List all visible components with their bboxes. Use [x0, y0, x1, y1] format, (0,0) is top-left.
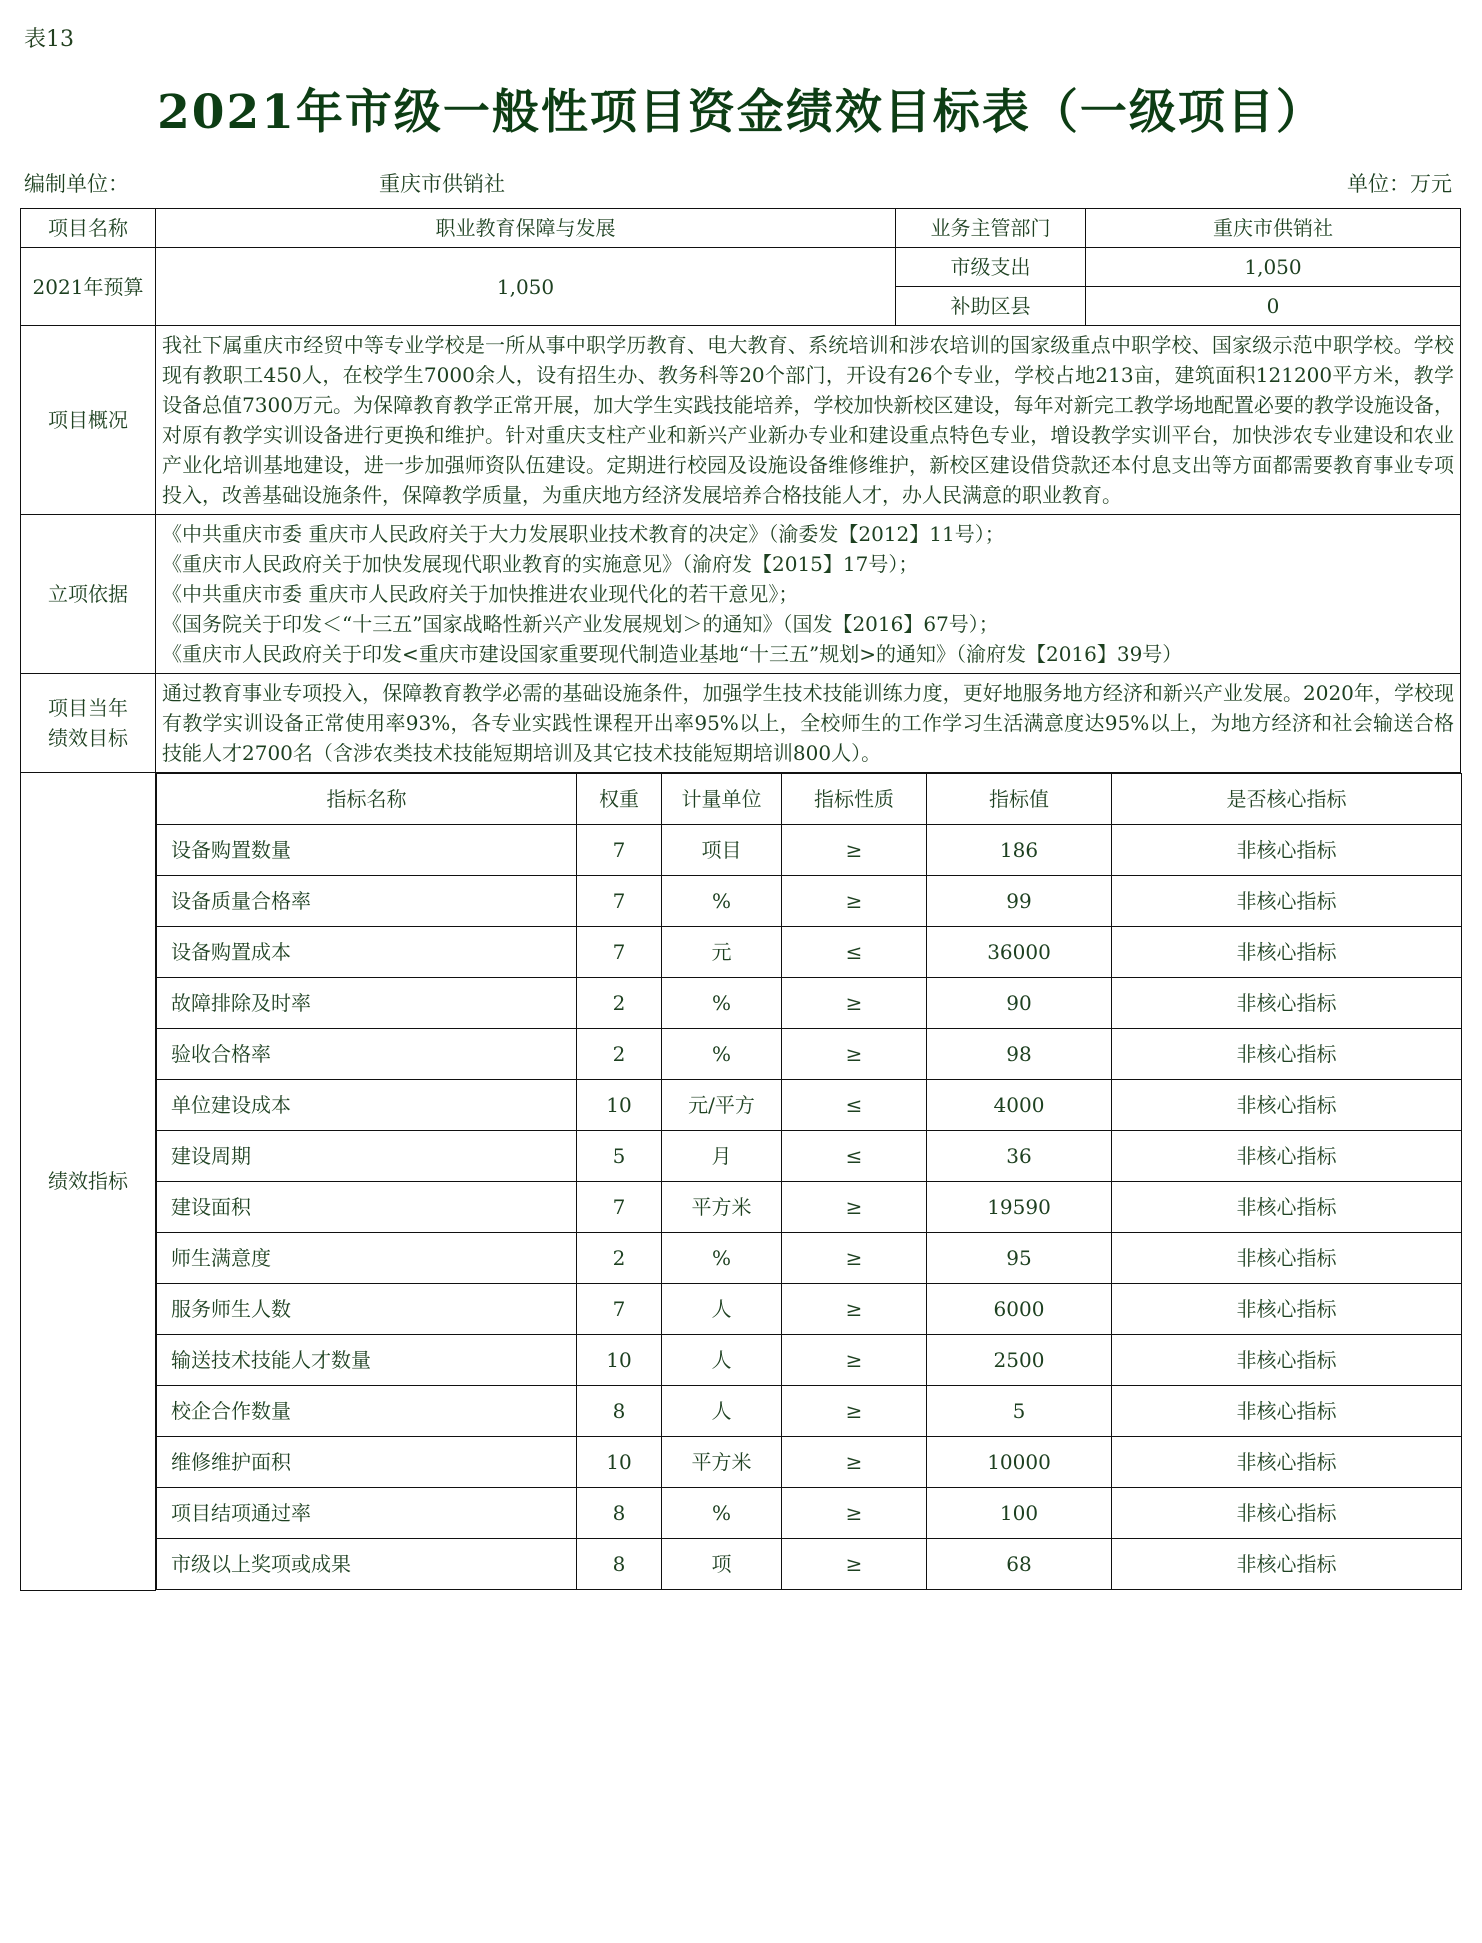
indicator-unit: % — [662, 1488, 782, 1539]
dept-value: 重庆市供销社 — [1086, 209, 1461, 248]
goal-paragraph: 通过教育事业专项投入，保障教育教学必需的基础设施条件，加强学生技术技能训练力度，更好地服务地方经济和新兴产业发展。2020年，学校现有教学实训设备正常使用率93%，各专业实践性课程开出率95%以上，全校师生的工作学习生活满意度达95%以上，为地方经济和社会输送合格技能人才2700名（含涉农类技术技能短期培训及其它技术技能短期培训800人）。 — [162, 681, 1454, 765]
indicator-name: 输送技术技能人才数量 — [157, 1335, 577, 1386]
indicator-nature: ≥ — [782, 1284, 927, 1335]
indicator-unit: % — [662, 876, 782, 927]
indicator-name: 建设面积 — [157, 1182, 577, 1233]
overview-paragraph: 我社下属重庆市经贸中等专业学校是一所从事中职学历教育、电大教育、系统培训和涉农培训的国家级重点中职学校、国家级示范中职学校。学校现有教职工450人，在校学生7000余人，设有招生办、教务科等20个部门，开设有26个专业，学校占地213亩，建筑面积121200平方米，教学设备总值7300万元。为保障教育教学正常开展，加大学生实践技能培养，学校加快新校区建设，每年对新完工教学场地配置必要的教学设施设备，对原有教学实训设备进行更换和维护。针对重庆支柱产业和新兴产业新办专业和建设重点特色专业，增设教学实训平台，加快涉农专业建设和农业产业化培训基地建设，进一步加强师资队伍建设。定期进行校园及设施设备维修维护，新校区建设借贷款还本付息支出等方面都需要教育事业专项投入，改善基础设施条件，保障教学质量，为重庆地方经济发展培养合格技能人才，办人民满意的职业教育。 — [162, 333, 1454, 507]
table-row — [157, 876, 1462, 927]
indicator-core-flag: 非核心指标 — [1112, 1386, 1462, 1437]
indicator-nature: ≥ — [782, 1029, 927, 1080]
project-name-label: 项目名称 — [21, 209, 156, 248]
indicator-unit: 平方米 — [662, 1437, 782, 1488]
basis-text — [156, 515, 1461, 674]
indicator-unit: % — [662, 978, 782, 1029]
indicators-label: 绩效指标 — [21, 773, 156, 1591]
basis-line: 《重庆市人民政府关于印发<重庆市建设国家重要现代制造业基地“十三五”规划>的通知》（渝府发【2016】39号） — [162, 642, 1183, 666]
indicator-name: 验收合格率 — [157, 1029, 577, 1080]
indicator-nature: ≤ — [782, 1131, 927, 1182]
unit-label: 单位：万元 — [1347, 172, 1452, 196]
indicator-body — [157, 825, 1462, 1590]
indicator-weight: 2 — [577, 1233, 662, 1284]
indicator-unit: 元 — [662, 927, 782, 978]
performance-goal-table — [20, 208, 1461, 1591]
indicator-value: 5 — [927, 1386, 1112, 1437]
indicator-table — [156, 773, 1462, 1590]
indicator-name: 项目结项通过率 — [157, 1488, 577, 1539]
indicator-nature: ≥ — [782, 1539, 927, 1590]
indicator-name: 设备质量合格率 — [157, 876, 577, 927]
indicator-weight: 8 — [577, 1539, 662, 1590]
indicator-nature: ≤ — [782, 1080, 927, 1131]
indicator-core-flag: 非核心指标 — [1112, 1437, 1462, 1488]
indicator-nature: ≥ — [782, 978, 927, 1029]
table-row — [157, 927, 1462, 978]
indicator-weight: 10 — [577, 1437, 662, 1488]
indicator-weight: 2 — [577, 1029, 662, 1080]
indicator-weight: 8 — [577, 1488, 662, 1539]
indicator-core-flag: 非核心指标 — [1112, 825, 1462, 876]
table-row-indicators — [21, 773, 1461, 1591]
indicator-value: 10000 — [927, 1437, 1112, 1488]
indicator-value: 4000 — [927, 1080, 1112, 1131]
indicator-nature: ≥ — [782, 1233, 927, 1284]
overview-label: 项目概况 — [21, 326, 156, 515]
table-row — [157, 1080, 1462, 1131]
budget-label: 2021年预算 — [21, 248, 156, 326]
indicator-core-flag: 非核心指标 — [1112, 1131, 1462, 1182]
indicator-weight: 2 — [577, 978, 662, 1029]
indicator-unit: 项 — [662, 1539, 782, 1590]
indicator-column-header: 指标名称 — [157, 774, 577, 825]
indicator-core-flag: 非核心指标 — [1112, 1080, 1462, 1131]
indicator-weight: 8 — [577, 1386, 662, 1437]
indicator-weight: 10 — [577, 1335, 662, 1386]
indicator-name: 设备购置数量 — [157, 825, 577, 876]
compiler-value: 重庆市供销社 — [379, 172, 505, 196]
indicator-header-row — [157, 774, 1462, 825]
basis-line: 《重庆市人民政府关于加快发展现代职业教育的实施意见》（渝府发【2015】17号）； — [162, 552, 919, 576]
basis-label: 立项依据 — [21, 515, 156, 674]
indicator-weight: 5 — [577, 1131, 662, 1182]
indicator-name: 服务师生人数 — [157, 1284, 577, 1335]
table-row — [157, 825, 1462, 876]
page-title: 2021年市级一般性项目资金绩效目标表（一级项目） — [157, 85, 1325, 140]
indicator-unit: % — [662, 1029, 782, 1080]
meta-row — [24, 168, 1462, 198]
table-row-goal — [21, 674, 1461, 773]
indicator-nature: ≥ — [782, 1182, 927, 1233]
table-row — [157, 1386, 1462, 1437]
indicator-value: 99 — [927, 876, 1112, 927]
indicator-core-flag: 非核心指标 — [1112, 927, 1462, 978]
table-row — [157, 1182, 1462, 1233]
table-row-project-name — [21, 209, 1461, 248]
table-row — [157, 1233, 1462, 1284]
budget-value: 1,050 — [156, 248, 896, 326]
table-row — [157, 978, 1462, 1029]
indicator-unit: 人 — [662, 1284, 782, 1335]
indicator-nature: ≥ — [782, 825, 927, 876]
goal-text — [156, 674, 1461, 773]
goal-label — [21, 674, 156, 773]
indicator-nature: ≥ — [782, 876, 927, 927]
indicator-name: 单位建设成本 — [157, 1080, 577, 1131]
overview-text — [156, 326, 1461, 515]
sheet-label: 表13 — [24, 27, 74, 52]
indicator-weight: 7 — [577, 927, 662, 978]
basis-line: 《中共重庆市委 重庆市人民政府关于加快推进农业现代化的若干意见》； — [162, 582, 799, 606]
indicator-weight: 7 — [577, 1284, 662, 1335]
indicator-core-flag: 非核心指标 — [1112, 1182, 1462, 1233]
indicator-value: 90 — [927, 978, 1112, 1029]
indicator-value: 68 — [927, 1539, 1112, 1590]
table-row — [157, 1488, 1462, 1539]
indicator-value: 186 — [927, 825, 1112, 876]
indicator-table-cell — [156, 773, 1461, 1591]
indicator-column-header: 是否核心指标 — [1112, 774, 1462, 825]
indicator-core-flag: 非核心指标 — [1112, 1539, 1462, 1590]
indicator-name: 市级以上奖项或成果 — [157, 1539, 577, 1590]
indicator-weight: 7 — [577, 1182, 662, 1233]
indicator-core-flag: 非核心指标 — [1112, 876, 1462, 927]
subsidy-label: 补助区县 — [896, 287, 1086, 326]
table-row — [157, 1284, 1462, 1335]
indicator-column-header: 指标值 — [927, 774, 1112, 825]
indicator-value: 2500 — [927, 1335, 1112, 1386]
indicator-nature: ≤ — [782, 927, 927, 978]
indicator-nature: ≥ — [782, 1488, 927, 1539]
indicator-column-header: 指标性质 — [782, 774, 927, 825]
indicator-name: 校企合作数量 — [157, 1386, 577, 1437]
indicator-value: 36000 — [927, 927, 1112, 978]
indicator-name: 维修维护面积 — [157, 1437, 577, 1488]
indicator-core-flag: 非核心指标 — [1112, 1233, 1462, 1284]
subsidy-value: 0 — [1086, 287, 1461, 326]
basis-lines — [162, 519, 1454, 669]
indicator-unit: 人 — [662, 1386, 782, 1437]
indicator-unit: 平方米 — [662, 1182, 782, 1233]
indicator-value: 95 — [927, 1233, 1112, 1284]
indicator-nature: ≥ — [782, 1437, 927, 1488]
indicator-nature: ≥ — [782, 1335, 927, 1386]
indicator-core-flag: 非核心指标 — [1112, 1488, 1462, 1539]
indicator-unit: 人 — [662, 1335, 782, 1386]
goal-label-line1: 项目当年 — [48, 696, 128, 720]
table-row-basis — [21, 515, 1461, 674]
indicator-value: 98 — [927, 1029, 1112, 1080]
indicator-value: 100 — [927, 1488, 1112, 1539]
indicator-weight: 7 — [577, 876, 662, 927]
indicator-unit: 月 — [662, 1131, 782, 1182]
indicator-name: 设备购置成本 — [157, 927, 577, 978]
goal-label-line2: 绩效目标 — [48, 726, 128, 750]
indicator-value: 19590 — [927, 1182, 1112, 1233]
dept-label: 业务主管部门 — [896, 209, 1086, 248]
indicator-name: 师生满意度 — [157, 1233, 577, 1284]
indicator-value: 36 — [927, 1131, 1112, 1182]
indicator-unit: 元/平方 — [662, 1080, 782, 1131]
indicator-core-flag: 非核心指标 — [1112, 1335, 1462, 1386]
indicator-unit: 项目 — [662, 825, 782, 876]
indicator-name: 故障排除及时率 — [157, 978, 577, 1029]
city-expense-value: 1,050 — [1086, 248, 1461, 287]
indicator-nature: ≥ — [782, 1386, 927, 1437]
basis-line: 《中共重庆市委 重庆市人民政府关于大力发展职业技术教育的决定》（渝委发【2012】11号）； — [162, 522, 1005, 546]
indicator-unit: % — [662, 1233, 782, 1284]
city-expense-label: 市级支出 — [896, 248, 1086, 287]
indicator-column-header: 计量单位 — [662, 774, 782, 825]
project-name-value: 职业教育保障与发展 — [156, 209, 896, 248]
table-row — [157, 1029, 1462, 1080]
indicator-core-flag: 非核心指标 — [1112, 1029, 1462, 1080]
indicator-name: 建设周期 — [157, 1131, 577, 1182]
table-row — [157, 1539, 1462, 1590]
indicator-value: 6000 — [927, 1284, 1112, 1335]
compiler-label: 编制单位： — [24, 172, 129, 196]
table-row — [157, 1335, 1462, 1386]
basis-line: 《国务院关于印发＜“十三五”国家战略性新兴产业发展规划＞的通知》（国发【2016】67号）； — [162, 612, 999, 636]
table-row — [157, 1131, 1462, 1182]
indicator-weight: 10 — [577, 1080, 662, 1131]
table-row-city-expense — [21, 248, 1461, 287]
table-row-overview — [21, 326, 1461, 515]
indicator-column-header: 权重 — [577, 774, 662, 825]
indicator-core-flag: 非核心指标 — [1112, 978, 1462, 1029]
indicator-core-flag: 非核心指标 — [1112, 1284, 1462, 1335]
indicator-weight: 7 — [577, 825, 662, 876]
table-row — [157, 1437, 1462, 1488]
